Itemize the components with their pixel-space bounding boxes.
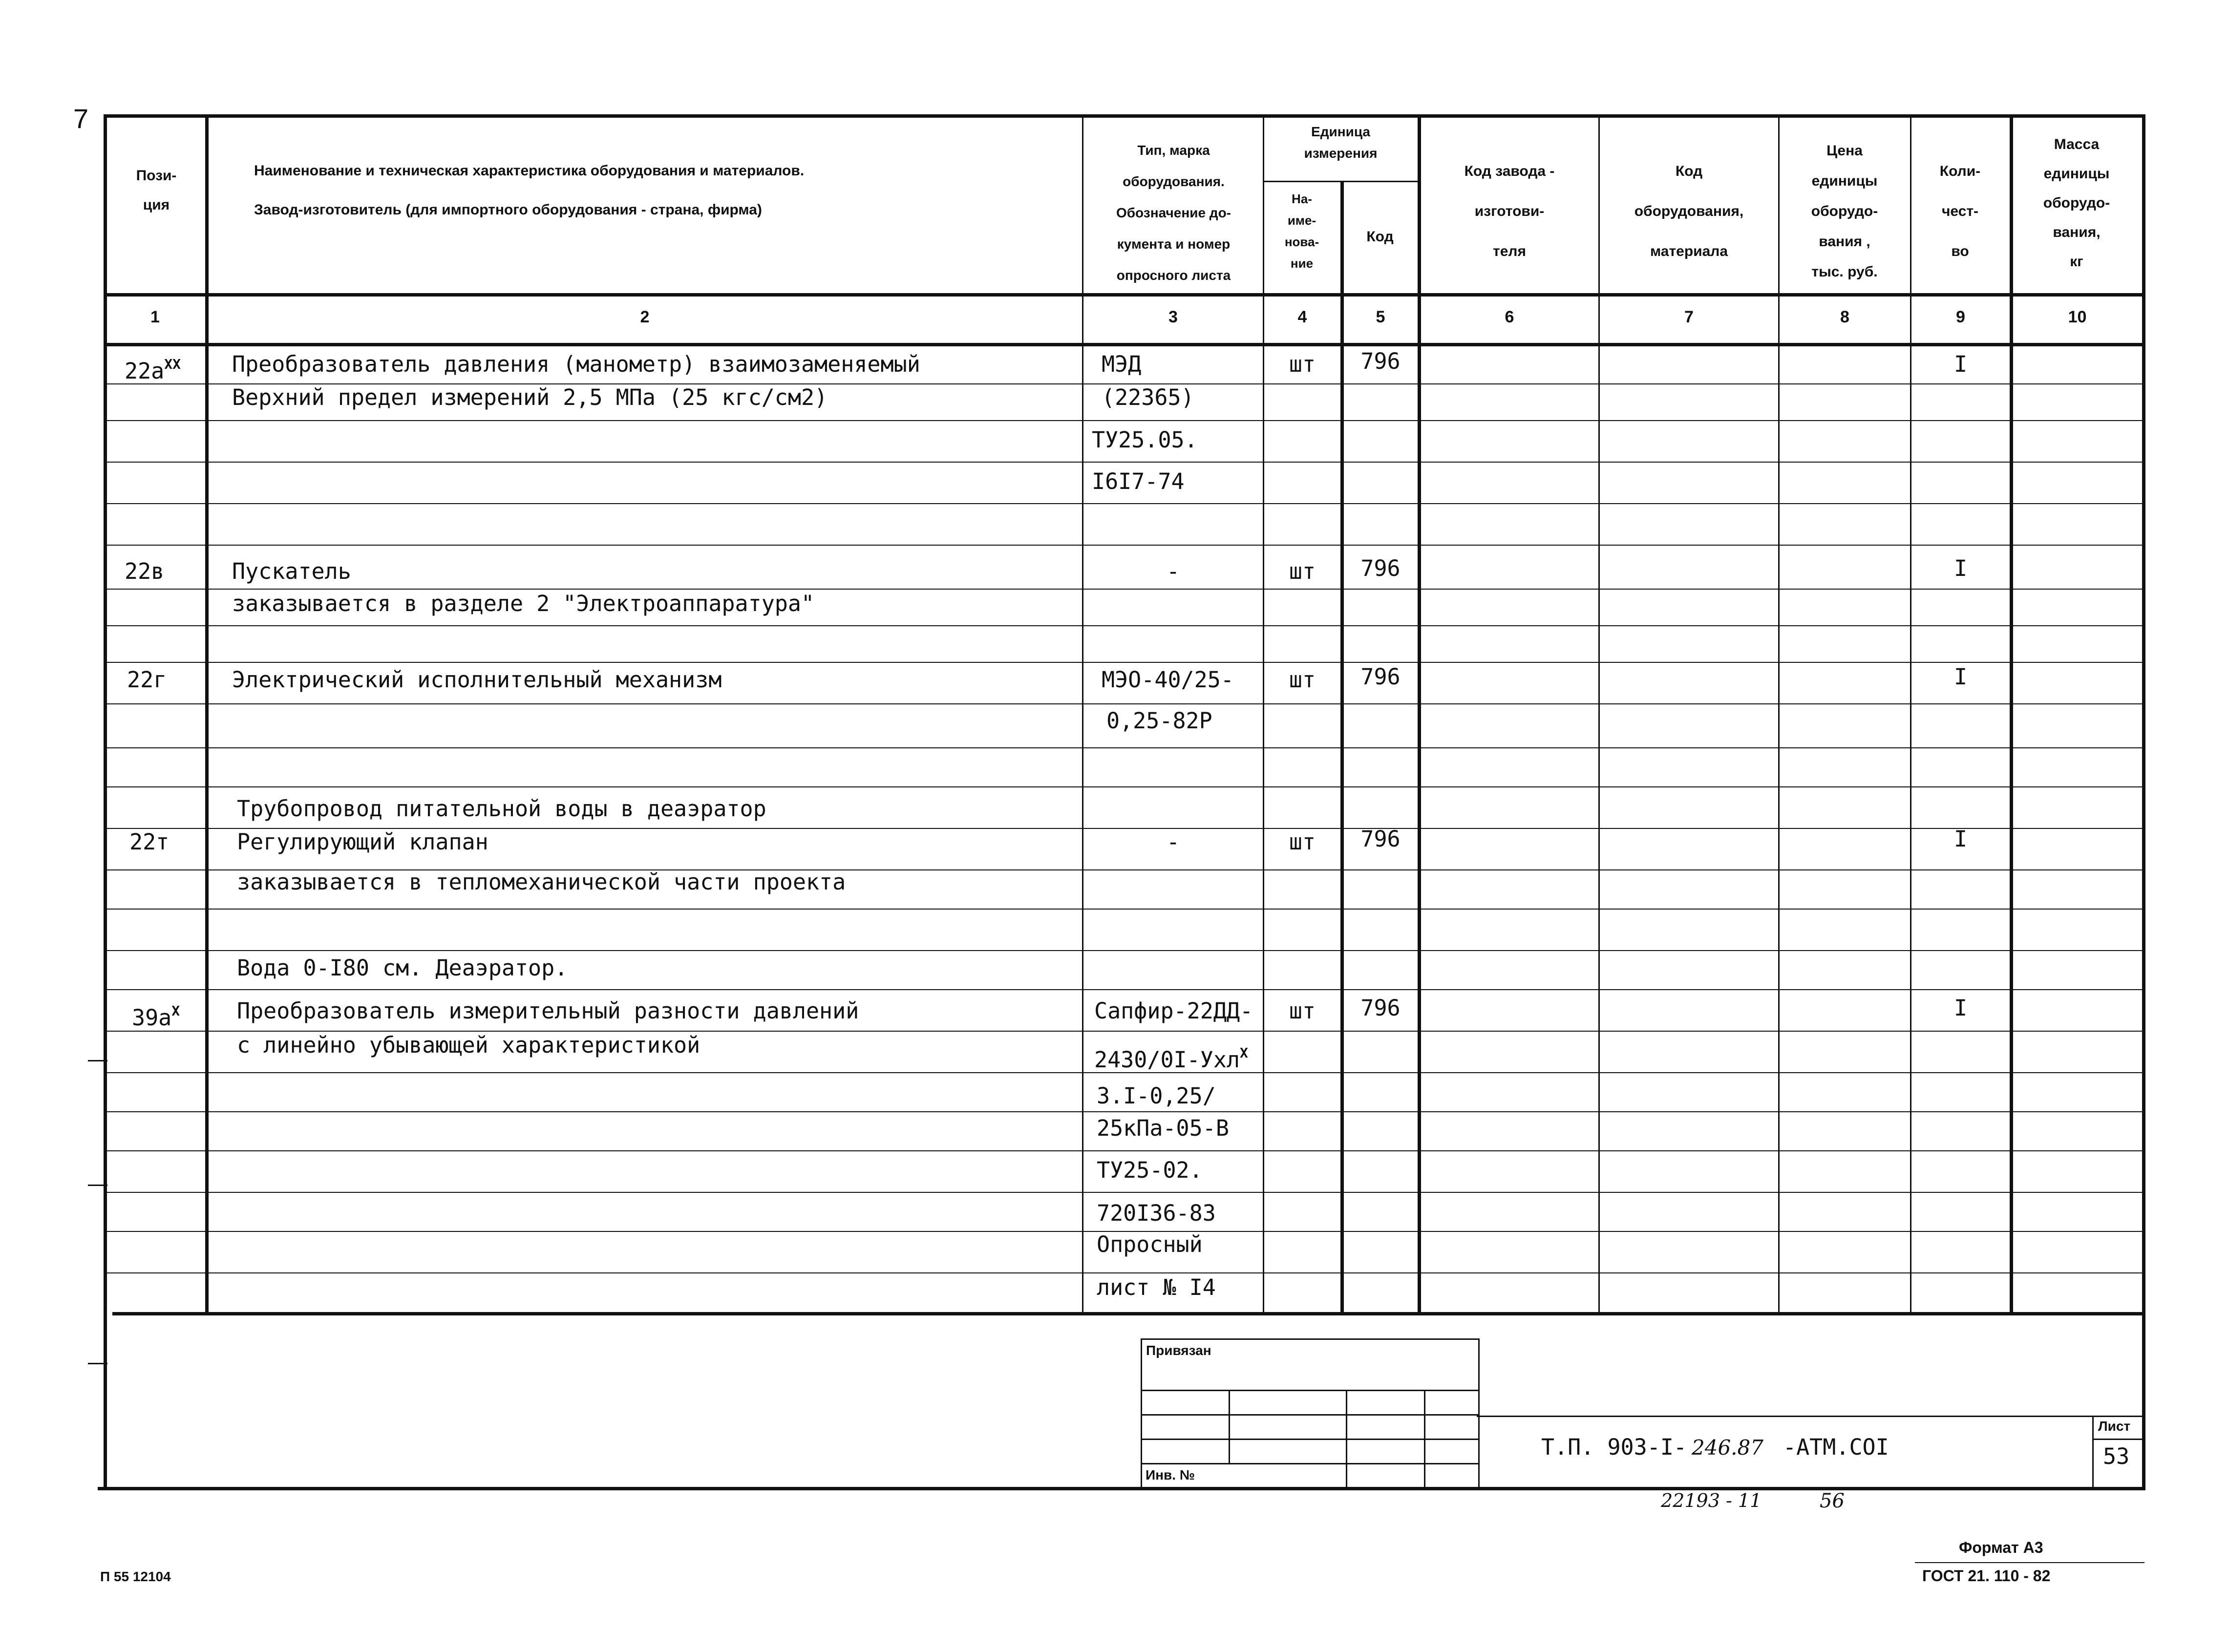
row-line (104, 462, 2144, 463)
row-line (104, 786, 2144, 787)
col-number: 4 (1297, 308, 1307, 326)
row-type: 3.I-0,25/ (1097, 1083, 1216, 1109)
row-type: ТУ25.05. (1092, 427, 1198, 453)
row-name: Верхний предел измерений 2,5 МПа (25 кгс/см2) (232, 384, 828, 410)
row-code: 796 (1360, 995, 1401, 1021)
row-line (104, 1272, 2144, 1273)
header-unit-name-line: нова- (1284, 234, 1319, 249)
row-unit: шт (1289, 829, 1316, 855)
col-number: 3 (1168, 308, 1178, 326)
table-row (132, 997, 180, 1032)
header-mass-line: вания, (2053, 224, 2101, 240)
attached-label: Привязан (1146, 1343, 1211, 1358)
unit-group-divider (1263, 181, 1418, 182)
header-type-line: Обозначение до- (1116, 205, 1231, 220)
row-type: Сапфир-22ДД- (1094, 998, 1253, 1024)
doc-suffix: -АТМ.СОI (1783, 1434, 1889, 1460)
header-quantity (1912, 151, 2008, 272)
header-unit-group-line: измерения (1304, 146, 1378, 161)
row-position: 22а (125, 358, 165, 384)
rows-bottom-border (112, 1312, 2145, 1315)
col-divider-8 (1910, 114, 1911, 1312)
header-type-line: Тип, марка (1137, 143, 1210, 158)
table-row (125, 351, 181, 385)
header-type-line: оборудования. (1123, 174, 1225, 189)
table-top-border (104, 114, 2145, 118)
row-line (104, 1150, 2144, 1151)
row-quantity: I (1953, 555, 1968, 581)
header-position-line: Пози- (136, 168, 177, 184)
header-mass-line: кг (2070, 254, 2083, 270)
col-number: 7 (1684, 308, 1694, 326)
header-mass-line: единицы (2043, 166, 2110, 182)
col-divider-7 (1778, 114, 1780, 1312)
numbers-bottom-border (104, 343, 2145, 346)
row-name: Преобразователь давления (манометр) взаимозаменяемый (232, 351, 920, 377)
row-type: 25кПа-05-В (1097, 1115, 1229, 1141)
handwritten-archive: 22193 - 11 (1661, 1490, 1762, 1511)
row-unit: шт (1289, 351, 1316, 377)
header-position (112, 161, 200, 220)
stamp-col (1346, 1390, 1347, 1487)
row-type: 0,25-82Р (1106, 708, 1212, 734)
sheet-number: 53 (2103, 1443, 2130, 1469)
header-factory-code-line: изготови- (1474, 203, 1545, 219)
row-line (104, 1111, 2144, 1112)
col-number: 8 (1840, 308, 1849, 326)
header-quantity-line: во (1951, 243, 1969, 259)
row-line (104, 1192, 2144, 1193)
row-quantity: I (1953, 664, 1968, 690)
row-name: Преобразователь измерительный разности давлений (237, 998, 859, 1024)
document-number (1541, 1434, 1889, 1461)
row-quantity: I (1953, 351, 1968, 377)
header-mass-line: Масса (2054, 136, 2100, 152)
row-code: 796 (1360, 555, 1401, 581)
col-divider-1 (205, 114, 209, 1312)
row-type: ТУ25-02. (1097, 1157, 1203, 1183)
header-unit-code: Код (1366, 229, 1394, 245)
row-line (104, 589, 2144, 590)
col-number: 10 (2068, 308, 2087, 326)
row-name: Вода 0-I80 см. Деаэратор. (237, 955, 568, 981)
row-line (104, 909, 2144, 910)
header-bottom-border (104, 293, 2145, 297)
position-mark: Х (171, 1003, 180, 1019)
row-line (104, 545, 2144, 546)
row-line (104, 625, 2144, 626)
gost-label: ГОСТ 21. 110 - 82 (1922, 1567, 2051, 1585)
header-unit-group (1266, 121, 1415, 164)
col-number: 1 (150, 308, 160, 326)
col-divider-2 (1082, 114, 1083, 1312)
row-type: I6I7-74 (1092, 468, 1185, 494)
header-name (254, 156, 1075, 225)
stamp-line (1141, 1463, 1478, 1464)
col-divider-6 (1598, 114, 1600, 1312)
header-type-line: кумента и номер (1117, 236, 1231, 252)
row-type: МЭО-40/25- (1102, 667, 1234, 693)
row-position: 22т (129, 829, 170, 855)
row-line (104, 420, 2144, 421)
position-mark: ХХ (164, 356, 181, 372)
stamp-line (1141, 1414, 1478, 1416)
row-code: 796 (1360, 348, 1401, 374)
header-price-line: оборудо- (1811, 203, 1878, 219)
header-equipment-code (1602, 151, 1776, 272)
corner-mark: 7 (73, 103, 89, 134)
margin-tick (88, 1185, 107, 1186)
row-type: Опросный (1097, 1231, 1203, 1257)
header-name-line: Наименование и техническая характеристика оборудования и материалов. (254, 163, 805, 179)
row-unit: шт (1289, 558, 1316, 584)
header-price-line: тыс. руб. (1811, 264, 1878, 280)
stamp-line (1141, 1390, 1478, 1391)
type-mark: Х (1240, 1045, 1248, 1061)
inventory-label: Инв. № (1146, 1467, 1195, 1483)
sheet-label: Лист (2098, 1419, 2131, 1434)
stamp-col (1424, 1390, 1425, 1487)
header-quantity-line: Коли- (1939, 163, 1981, 179)
row-type: 720I36-83 (1097, 1200, 1216, 1226)
footer-line (1915, 1562, 2144, 1563)
stamp-line (1141, 1439, 1478, 1440)
row-line (104, 989, 2144, 990)
row-code: 796 (1360, 826, 1401, 852)
header-equipment-code-line: оборудования, (1634, 203, 1744, 219)
row-position: 39а (132, 1005, 172, 1031)
margin-tick (88, 1060, 107, 1061)
row-type: 2430/0I-Ухл (1094, 1047, 1240, 1073)
row-name: Регулирующий клапан (237, 829, 488, 855)
row-type: МЭД (1102, 351, 1142, 377)
header-quantity-line: чест- (1941, 203, 1979, 219)
row-name: Трубопровод питательной воды в деаэратор (237, 796, 766, 822)
col-number: 9 (1956, 308, 1965, 326)
title-block-top (1477, 1416, 2144, 1417)
col-divider-5 (1418, 114, 1421, 1312)
row-position: 22в (125, 558, 165, 584)
attached-stamp (1141, 1338, 1480, 1488)
row-line (104, 503, 2144, 504)
row-unit: шт (1289, 998, 1316, 1024)
row-name: Электрический исполнительный механизм (232, 667, 722, 693)
header-equipment-code-line: материала (1650, 243, 1728, 259)
header-mass-line: оборудо- (2043, 195, 2110, 211)
row-name: Пускатель (232, 558, 351, 584)
doc-handwritten: 246.87 (1692, 1436, 1763, 1460)
row-position: 22г (127, 667, 167, 693)
header-type-line: опросного листа (1116, 268, 1231, 283)
table-row (1094, 1039, 1248, 1074)
row-name: заказывается в тепломеханической части проекта (237, 869, 846, 895)
col-number: 6 (1505, 308, 1514, 326)
header-unit-name-line: име- (1287, 213, 1316, 228)
row-line (104, 747, 2144, 748)
row-name: заказывается в разделе 2 "Электроаппаратура" (232, 591, 815, 616)
footer-code: П 55 12104 (100, 1569, 171, 1584)
row-line (104, 703, 2144, 704)
header-name-line: Завод-изготовитель (для импортного оборудования - страна, фирма) (254, 202, 762, 218)
header-unit-group-line: Единица (1311, 124, 1370, 139)
header-price-line: единицы (1811, 173, 1878, 189)
header-factory-code-line: теля (1493, 243, 1526, 259)
row-quantity: I (1953, 826, 1968, 852)
row-type: лист № I4 (1097, 1274, 1216, 1300)
header-equipment-code-line: Код (1675, 163, 1703, 179)
row-unit: шт (1289, 667, 1316, 693)
header-mass (2013, 130, 2141, 276)
row-quantity: I (1953, 995, 1968, 1021)
handwritten-page: 56 (1820, 1490, 1845, 1512)
frame-right-border (2142, 114, 2145, 1489)
sheet-box-divider (2092, 1439, 2144, 1440)
col-divider-3 (1263, 114, 1264, 1312)
header-unit-name (1265, 188, 1338, 274)
doc-prefix: Т.П. 903-I- (1541, 1434, 1687, 1460)
header-type (1087, 135, 1260, 291)
col-divider-9 (2010, 114, 2013, 1312)
header-unit-name-line: ние (1290, 256, 1314, 271)
row-type: - (1166, 829, 1180, 855)
header-price-line: вания , (1819, 233, 1870, 250)
header-price (1781, 136, 1909, 287)
col-number: 5 (1376, 308, 1385, 326)
format-label: Формат А3 (1959, 1539, 2043, 1556)
sheet-box-left (2092, 1416, 2094, 1487)
row-type: (22365) (1102, 384, 1194, 410)
row-name: с линейно убывающей характеристикой (237, 1032, 701, 1058)
header-unit-name-line: На- (1292, 191, 1312, 206)
stamp-col (1229, 1390, 1230, 1463)
header-position-line: ция (143, 197, 170, 213)
margin-tick (88, 1363, 107, 1364)
header-factory-code (1422, 151, 1597, 272)
row-line (104, 950, 2144, 951)
row-type: - (1166, 558, 1180, 584)
row-line (104, 662, 2144, 663)
header-price-line: Цена (1826, 143, 1863, 159)
header-factory-code-line: Код завода - (1464, 163, 1555, 179)
row-code: 796 (1360, 664, 1401, 690)
col-number: 2 (640, 308, 650, 326)
